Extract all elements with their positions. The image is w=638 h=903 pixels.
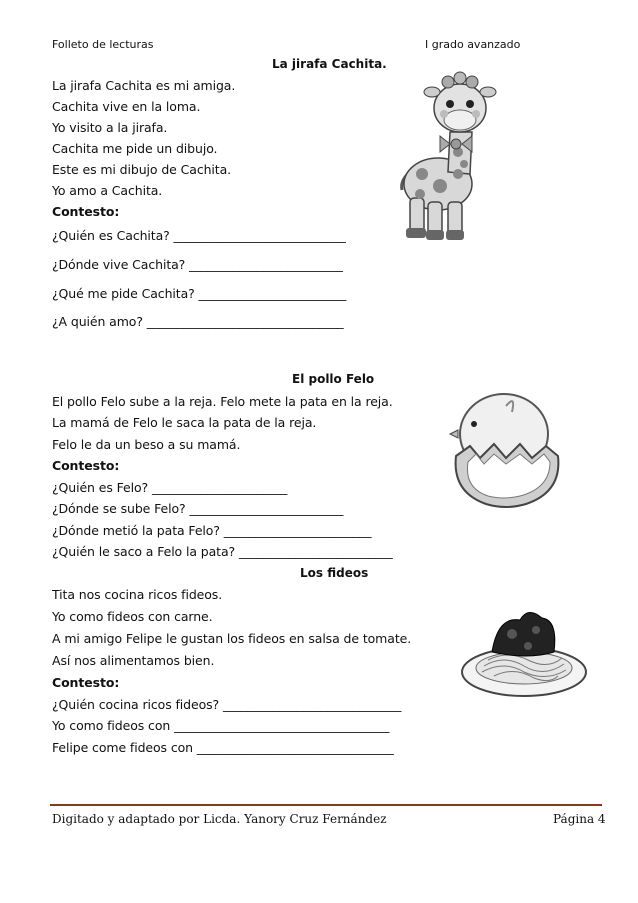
section3-question: Felipe come fideos con ________________________________ — [52, 740, 394, 755]
header-left: Folleto de lecturas — [52, 38, 154, 51]
section2-title: El pollo Felo — [292, 372, 375, 386]
footer-rule — [50, 804, 602, 806]
section3-contesto: Contesto: — [52, 675, 120, 690]
section3-line: Tita nos cocina ricos fideos. — [52, 587, 223, 602]
section2-line: La mamá de Felo le saca la pata de la reja. — [52, 415, 317, 430]
section3-line: A mi amigo Felipe le gustan los fideos en salsa de tomate. — [52, 631, 412, 646]
section3-line: Yo como fideos con carne. — [52, 609, 213, 624]
section1-question: ¿Dónde vive Cachita? _________________________ — [52, 257, 343, 272]
section1-line: Cachita me pide un dibujo. — [52, 141, 218, 156]
section2-question: ¿Quién es Felo? ______________________ — [52, 480, 288, 495]
section3-question: ¿Quién cocina ricos fideos? _____________________________ — [52, 697, 402, 712]
spaghetti-image — [458, 602, 590, 702]
section1-line: Este es mi dibujo de Cachita. — [52, 162, 232, 177]
section3-title: Los fideos — [300, 566, 369, 580]
section3-question: Yo como fideos con ___________________________________ — [52, 718, 390, 733]
section1-line: Yo visito a la jirafa. — [52, 120, 168, 135]
section2-line: El pollo Felo sube a la reja. Felo mete la pata en la reja. — [52, 394, 393, 409]
section2-contesto: Contesto: — [52, 458, 120, 473]
chick-image — [446, 384, 570, 512]
section1-question: ¿Quién es Cachita? ____________________________ — [52, 228, 346, 243]
giraffe-image — [392, 62, 510, 242]
section3-line: Así nos alimentamos bien. — [52, 653, 215, 668]
section1-line: La jirafa Cachita es mi amiga. — [52, 78, 236, 93]
section2-question: ¿Dónde se sube Felo? _________________________ — [52, 501, 344, 516]
section1-line: Cachita vive en la loma. — [52, 99, 201, 114]
section1-line: Yo amo a Cachita. — [52, 183, 163, 198]
section2-question: ¿Dónde metió la pata Felo? ________________________ — [52, 523, 372, 538]
section1-question: ¿A quién amo? ________________________________ — [52, 314, 344, 329]
section1-title: La jirafa Cachita. — [272, 57, 387, 71]
footer-page-number: Página 4 — [553, 812, 606, 826]
footer-left: Digitado y adaptado por Licda. Yanory Cruz Fernández — [52, 812, 387, 826]
section1-question: ¿Qué me pide Cachita? ________________________ — [52, 286, 347, 301]
header-right: I grado avanzado — [425, 38, 521, 51]
section2-question: ¿Quién le saco a Felo la pata? _________________________ — [52, 544, 393, 559]
section2-line: Felo le da un beso a su mamá. — [52, 437, 241, 452]
section1-contesto: Contesto: — [52, 204, 120, 219]
